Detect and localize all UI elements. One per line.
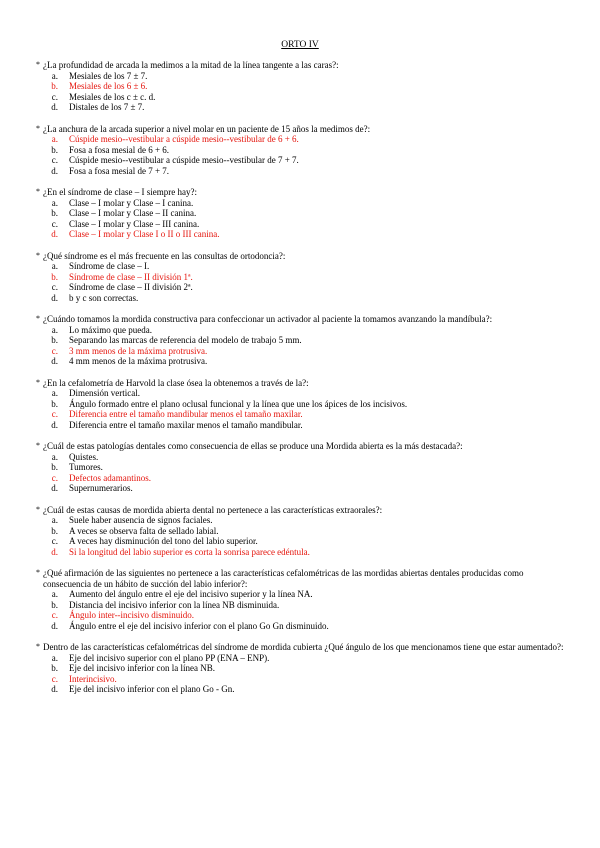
option-letter: a. — [51, 134, 58, 144]
option-text: Síndrome de clase – II división 2ª. — [69, 282, 193, 292]
option-list — [36, 515, 566, 557]
option-correct — [36, 272, 566, 283]
option — [36, 325, 566, 336]
option-letter: c. — [51, 218, 58, 229]
option-letter: d. — [51, 102, 58, 112]
option-letter: c. — [51, 409, 58, 419]
question-9 — [36, 568, 566, 631]
option-letter: b. — [51, 663, 58, 673]
option-text: A veces hay disminución del tono del labio superior. — [69, 536, 258, 546]
page-title: ORTO IV — [281, 40, 319, 50]
option-text: Diferencia entre el tamaño mandibular menos el tamaño maxilar. — [69, 409, 303, 419]
option-text: Suele haber ausencia de signos faciales. — [69, 515, 213, 525]
asterisk-bullet-icon: * — [36, 187, 40, 196]
option-letter: b. — [51, 462, 58, 472]
option-correct — [36, 473, 566, 484]
option-letter: d. — [51, 229, 58, 239]
option-letter: d. — [51, 165, 58, 176]
option-letter: d. — [51, 684, 58, 694]
option — [36, 515, 566, 526]
option-text: Mesiales de los 7 ± 7. — [69, 70, 148, 81]
option-letter: c. — [51, 536, 58, 546]
option-correct — [36, 346, 566, 357]
question-stem — [36, 441, 566, 452]
option-letter: c. — [51, 345, 58, 356]
option — [36, 282, 566, 293]
option-text: Eje del incisivo inferior con el plano Go - Gn. — [69, 684, 235, 694]
option — [36, 653, 566, 664]
question-7 — [36, 441, 566, 494]
option-text: Clase – I molar y Clase – III canina. — [69, 218, 200, 229]
option-letter: d. — [51, 419, 58, 430]
asterisk-bullet-icon: * — [36, 377, 40, 387]
option-letter: a. — [51, 261, 58, 271]
option-list — [36, 134, 566, 176]
asterisk-bullet-icon: * — [36, 441, 40, 450]
question-stem-text: ¿Cuál de estas patologías dentales como consecuencia de ellas se produce una Mordida abierta es la más destacada?: — [43, 441, 463, 451]
option-letter: b. — [51, 398, 58, 409]
option-letter: b. — [51, 599, 58, 610]
option — [36, 261, 566, 272]
option-letter: b. — [51, 81, 58, 91]
asterisk-bullet-icon: * — [36, 250, 40, 260]
option — [36, 219, 566, 230]
option-letter: b. — [51, 525, 58, 536]
option — [36, 388, 566, 399]
option-list — [36, 71, 566, 113]
option-list — [36, 261, 566, 303]
question-stem-text: ¿Qué afirmación de las siguientes no pertenece a las características cefalométricas de las mordidas abiertas dentales producidas como consecuencia de un hábito de succión del labio inferior?: — [43, 568, 524, 589]
question-8 — [36, 505, 566, 558]
option-text: Distales de los 7 ± 7. — [69, 102, 145, 112]
option-text: Quistes. — [69, 451, 99, 462]
option-text: Clase – I molar y Clase – II canina. — [69, 208, 197, 218]
option — [36, 483, 566, 494]
option-text: Supernumerarios. — [69, 483, 133, 493]
question-6 — [36, 378, 566, 431]
option-list — [36, 653, 566, 695]
option — [36, 684, 566, 695]
option-text: Eje del incisivo inferior con la línea NB. — [69, 663, 215, 673]
option-text: 4 mm menos de la máxima protrusiva. — [69, 356, 208, 366]
question-10 — [36, 642, 566, 695]
option-letter: d. — [51, 356, 58, 366]
option-text: Clase – I molar y Clase – I canina. — [69, 197, 194, 208]
option-text: Fosa a fosa mesial de 6 + 6. — [69, 144, 170, 155]
option-text: Diferencia entre el tamaño maxilar menos el tamaño mandibular. — [69, 419, 303, 430]
option — [36, 621, 566, 632]
option-letter: b. — [51, 271, 58, 282]
option-text: Cúspide mesio--vestibular a cúspide mesio--vestibular de 7 + 7. — [69, 155, 299, 165]
option-list — [36, 388, 566, 430]
option-correct — [36, 610, 566, 621]
question-5 — [36, 314, 566, 367]
option-letter: b. — [51, 335, 58, 345]
option-letter: a. — [51, 388, 58, 398]
option — [36, 663, 566, 674]
question-2 — [36, 124, 566, 177]
option-text: Mesiales de los 6 ± 6. — [69, 81, 148, 91]
option — [36, 166, 566, 177]
option-text: Defectos adamantinos. — [69, 472, 151, 483]
option-list — [36, 198, 566, 240]
option-correct — [36, 409, 566, 420]
question-stem — [36, 378, 566, 389]
question-stem — [36, 568, 566, 589]
option — [36, 452, 566, 463]
question-stem-text: ¿Cuál de estas causas de mordida abierta dental no pertenece a las características extraorales?: — [43, 504, 383, 515]
asterisk-bullet-icon: * — [36, 314, 40, 323]
option-correct — [36, 81, 566, 92]
option — [36, 526, 566, 537]
question-stem — [36, 314, 566, 325]
option-text: b y c son correctas. — [69, 292, 139, 303]
option-text: Ángulo formado entre el plano oclusal funcional y la línea que une los ápices de los incisivos. — [69, 398, 408, 409]
option — [36, 420, 566, 431]
question-stem — [36, 60, 566, 71]
asterisk-bullet-icon: * — [36, 568, 40, 577]
option — [36, 198, 566, 209]
option-letter: a. — [51, 652, 58, 663]
asterisk-bullet-icon: * — [36, 123, 40, 133]
option — [36, 356, 566, 367]
asterisk-bullet-icon: * — [36, 60, 40, 69]
option-text: Eje del incisivo superior con el plano PP (ENA – ENP). — [69, 652, 270, 663]
question-4 — [36, 251, 566, 304]
option-letter: a. — [51, 70, 58, 81]
question-stem — [36, 187, 566, 198]
option-letter: a. — [51, 197, 58, 208]
option-text: Interincisivo. — [69, 673, 117, 684]
option — [36, 155, 566, 166]
option — [36, 208, 566, 219]
question-list — [36, 60, 566, 706]
option-letter: c. — [51, 673, 58, 684]
option-text: Síndrome de clase – I. — [69, 261, 150, 271]
option-text: Si la longitud del labio superior es corta la sonrisa parece edéntula. — [69, 546, 310, 557]
option-letter: b. — [51, 208, 58, 218]
option-text: Fosa a fosa mesial de 7 + 7. — [69, 165, 170, 176]
option-text: Lo máximo que pueda. — [69, 324, 152, 335]
question-stem — [36, 505, 566, 516]
option-letter: c. — [51, 155, 58, 165]
option — [36, 399, 566, 410]
question-stem-text: ¿La anchura de la arcada superior a nivel molar en un paciente de 15 años la medimos de?: — [43, 123, 371, 134]
option — [36, 589, 566, 600]
option-list — [36, 452, 566, 494]
option — [36, 536, 566, 547]
option-letter: d. — [51, 292, 58, 303]
option-letter: a. — [51, 324, 58, 335]
question-stem-text: ¿La profundidad de arcada la medimos a la mitad de la línea tangente a las caras?: — [43, 60, 339, 70]
question-stem — [36, 642, 566, 653]
option-text: Mesiales de los c ± c. d. — [69, 91, 156, 102]
option-letter: c. — [51, 282, 58, 292]
option-text: Cúspide mesio--vestibular a cúspide mesio--vestibular de 6 + 6. — [69, 134, 299, 144]
option-text: Clase – I molar y Clase I o II o III canina. — [69, 229, 220, 239]
question-stem-text: ¿Qué síndrome es el más frecuente en las consultas de ortodoncia?: — [43, 250, 286, 261]
option-text: Distancia del incisivo inferior con la línea NB disminuida. — [69, 599, 280, 610]
option-letter: a. — [51, 451, 58, 462]
question-stem-text: ¿En el síndrome de clase – I siempre hay?: — [43, 187, 197, 197]
option-text: Ángulo inter--incisivo disminuido. — [69, 610, 195, 620]
question-stem — [36, 124, 566, 135]
option-text: Aumento del ángulo entre el eje del incisivo superior y la línea NA. — [69, 589, 313, 599]
question-stem-text: Dentro de las características cefalométricas del síndrome de mordida cubierta ¿Qué ángulo de los que mencionamos tiene que estar aumentado?: — [43, 642, 564, 652]
option — [36, 335, 566, 346]
option-list — [36, 325, 566, 367]
option-text: 3 mm menos de la máxima protrusiva. — [69, 345, 208, 356]
option-correct — [36, 674, 566, 685]
option-letter: a. — [51, 515, 58, 525]
option-letter: b. — [51, 144, 58, 155]
question-stem — [36, 251, 566, 262]
option-letter: c. — [51, 472, 58, 483]
option-letter: d. — [51, 620, 58, 631]
option-correct — [36, 547, 566, 558]
option-text: Síndrome de clase – II división 1ª. — [69, 271, 193, 282]
option — [36, 462, 566, 473]
option — [36, 92, 566, 103]
option-letter: c. — [51, 91, 58, 102]
question-stem-text: ¿En la cefalometría de Harvold la clase ósea la obtenemos a través de la?: — [43, 377, 309, 388]
question-1 — [36, 60, 566, 113]
option-text: Ángulo entre el eje del incisivo inferior con el plano Go Gn disminuido. — [69, 620, 329, 631]
option-letter: a. — [51, 589, 58, 599]
option — [36, 145, 566, 156]
option-correct — [36, 134, 566, 145]
asterisk-bullet-icon: * — [36, 642, 40, 651]
option-text: Dimensión vertical. — [69, 388, 140, 398]
option-text: A veces se observa falta de sellado labial. — [69, 525, 219, 536]
option — [36, 71, 566, 82]
option-letter: c. — [51, 610, 58, 620]
asterisk-bullet-icon: * — [36, 504, 40, 514]
option — [36, 102, 566, 113]
option — [36, 600, 566, 611]
option-letter: d. — [51, 546, 58, 557]
option-text: Tumores. — [69, 462, 103, 472]
option-text: Separando las marcas de referencia del modelo de trabajo 5 mm. — [69, 335, 302, 345]
option — [36, 293, 566, 304]
option-list — [36, 589, 566, 631]
option-correct — [36, 229, 566, 240]
question-stem-text: ¿Cuándo tomamos la mordida constructiva para confeccionar un activador al paciente la tomamos avanzando la mandíbula?: — [43, 314, 493, 324]
question-3 — [36, 187, 566, 240]
option-letter: d. — [51, 483, 58, 493]
